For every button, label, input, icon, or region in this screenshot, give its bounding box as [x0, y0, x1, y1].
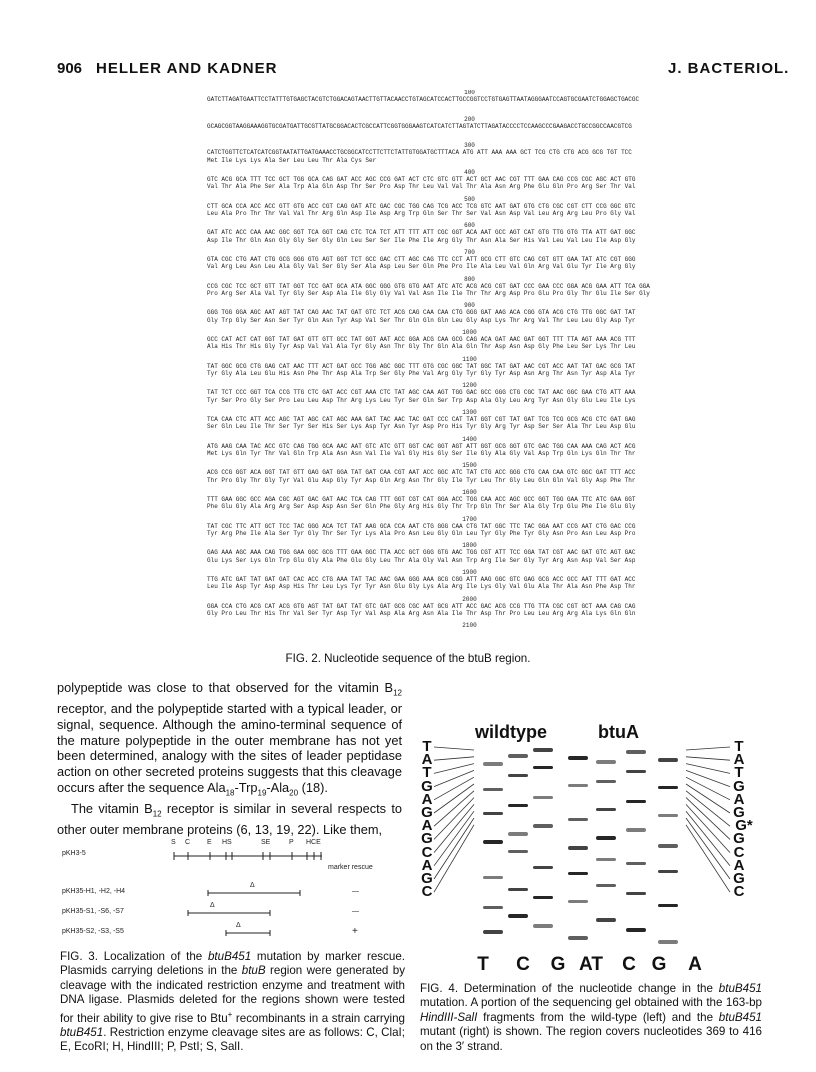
ladder-line-right: [686, 818, 730, 879]
sequence-block: [207, 170, 732, 190]
row-result-s1: —: [352, 908, 359, 915]
gel-lane-label: C: [516, 954, 530, 975]
site-label-hs: HS: [222, 839, 232, 846]
sequence-position: 300: [464, 142, 475, 150]
site-label-e: E: [207, 839, 212, 846]
gel-band: [483, 812, 503, 815]
sequence-position: 2000: [462, 595, 477, 603]
gel-band: [483, 876, 503, 879]
fig3-sup: +: [227, 1009, 233, 1019]
body-ref: (18).: [298, 779, 328, 795]
gel-band: [568, 900, 588, 903]
fig4-gene2: btuB451: [718, 1010, 762, 1024]
fig3-caption-lead: FIG. 3. Localization of the: [60, 950, 208, 963]
gel-band: [533, 824, 553, 828]
gel-base-right: G: [733, 777, 745, 795]
gel-lane-label: G: [550, 954, 566, 975]
sequence-block: [207, 197, 732, 217]
dna-line: TAT CGC TTC ATT GCT TCC TAC GGG ACA TCT TAT AAG GCA CCA AAT CTG GGG CAA CTG TAT GGC TTC TAC GGA AAT CCG AAT CTG GAC CCG: [207, 522, 636, 530]
fig4-gene: btuB451: [718, 982, 762, 995]
dna-line: GATCTTAGATGAATTCCTATTTGTGAGCTACGTCTGGACAGTAACTTGTTACAACCTGTAGCATCCACTTGCCGGTCCTGTGAGTTAATAGGGAATCCAGTGCGAATCTGGAGCTGACGC: [207, 96, 640, 103]
subscript-18: 18: [225, 788, 235, 798]
ladder-line-right: [686, 757, 730, 760]
running-authors: HELLER AND KADNER: [96, 60, 278, 77]
fig3-gene2: btuB: [241, 964, 266, 978]
ladder-line-left: [434, 804, 474, 852]
gel-ladder-lines: [418, 700, 763, 990]
gel-band: [596, 884, 616, 887]
gel-lane-label: C: [622, 954, 636, 975]
ladder-line-right: [686, 798, 730, 840]
gel-base-left: A: [421, 817, 433, 835]
fig4-caption-mid2: fragments from the wild-type (left) and the: [477, 1010, 719, 1024]
gel-band: [658, 844, 678, 848]
sequence-position: 1000: [462, 329, 477, 337]
dna-line: CATCTGGTTCTCATCATCGGTAATATTGATGAAACCTGCGGCATCCTTCTTCTATTGTGGATGCTTTACA ATG ATT AAA AAA GCT TCG CTG CTG ACG GCG TGT TCC: [207, 149, 632, 157]
gel-band: [483, 840, 503, 844]
ladder-line-right: [686, 811, 730, 866]
gel-band: [483, 788, 503, 791]
gel-lane-label: A: [688, 954, 702, 975]
gel-band: [596, 780, 616, 783]
sequence-position: 1900: [462, 569, 477, 577]
sequence-block: [207, 597, 732, 617]
gel-base-left: G: [421, 830, 433, 848]
dna-line: GCAGCGGTAAGGAAAGGTGCGATGATTGCGTTATGCGGACACTCGCCATTCGGTGGGAAGTCATCATCTTAGTATCTTAGATACCCCTCCAAGCCCGAAGACCTGCCGGCCAACGTCG: [207, 122, 632, 130]
site-label-hce: HCE: [306, 839, 321, 846]
gel-band: [658, 870, 678, 873]
gel-base-right: T: [734, 738, 744, 755]
sequence-position: 500: [464, 195, 475, 203]
sequence-position: 1200: [462, 382, 477, 390]
amino-acid-line: Gly Trp Gly Ser Asn Ser Tyr Gln Asn Tyr Asp Val Ser Thr Gln Gln Gln Leu Gly Asp Lys Thr Arg Val Thr Leu Leu Gly Asp Tyr: [207, 316, 636, 324]
gel-band: [533, 924, 553, 928]
gel-band: [626, 892, 646, 895]
gel-band: [533, 796, 553, 799]
gel-band: [658, 786, 678, 789]
row-name-s1: pKH35-S1, -S6, -S7: [62, 908, 124, 915]
gel-base-right: A: [733, 790, 745, 808]
amino-acid-line: Glu Lys Ser Lys Gln Trp Glu Gly Ala Phe Glu Gly Leu Thr Ala Gly Val Asn Trp Arg Ile Ser Gly Tyr Arg Asn Asp Val Ser Asp: [207, 556, 636, 564]
ladder-line-right: [686, 747, 730, 750]
sequence-block: [207, 490, 732, 510]
amino-acid-line: Ser Gln Leu Ile Thr Ser Tyr Ser His Ser Lys Asp Tyr Asn Tyr Asp Pro His Tyr Gly Arg Tyr Asp Ser Ser Ala Thr Leu Asp Glu: [207, 423, 636, 431]
dna-line: TCA CAA CTC ATT ACC AGC TAT AGC CAT AGC AAA GAT TAC AAC TAC GAT CCC CAT TAT GGT CGT TAT GAT TCG TCG GCG ACG CTC GAT GAG: [207, 416, 636, 424]
gel-base-right: T: [734, 764, 744, 782]
fig4-caption-mid: mutation. A portion of the sequencing gel obtained with the 163-bp: [420, 996, 762, 1010]
gel-base-left: C: [421, 883, 433, 901]
fig3-gene3: btuB451: [60, 1025, 104, 1039]
gel-base-left: G: [421, 870, 433, 887]
ladder-line-left: [434, 764, 474, 774]
gel-base-left: A: [421, 856, 433, 874]
plasmid-name: pKH3-5: [62, 850, 86, 857]
dna-line: GGA CCA CTG ACG CAT ACG GTG AGT TAT GAT TAT GTC GAT GCG CGC AAT GCG ATT ACC GAC ACG CCG TTG TTA CGC CGT GCT AAA CAG CAG: [207, 602, 636, 610]
ladder-line-right: [686, 764, 730, 774]
dna-line: ACG CCG GGT ACA GGT TAT GTT GAG GAT GGA TAT GAT CAA CGT AAT ACC GGC ATC TAT CTG ACC GGG CTG CAA CAA GTC GGC GAT TTT ACC: [207, 469, 636, 477]
gel-base-left: T: [422, 764, 432, 782]
sequence-position: 1400: [462, 435, 477, 443]
fig3-diagram: [60, 835, 405, 950]
sequence-position: 1800: [462, 542, 477, 550]
site-label-se: SE: [261, 839, 271, 846]
amino-acid-line: Pro Arg Ser Ala Val Tyr Gly Ser Asp Ala Ile Gly Gly Val Val Asn Ile Ile Thr Thr Arg Asp Pro Glu Pro Gly Thr Glu Ile Ser Gly: [207, 289, 650, 297]
gel-lane-label: T: [477, 954, 489, 975]
ladder-line-left: [434, 757, 474, 760]
site-label-p: P: [289, 839, 294, 846]
sequence-block: [207, 357, 732, 377]
ladder-line-right: [686, 770, 730, 786]
row-result-s2: +: [352, 926, 358, 937]
amino-acid-line: Tyr Arg Phe Ile Ala Ser Tyr Gly Thr Ser Tyr Lys Ala Pro Asn Leu Gly Gln Leu Tyr Gly Phe Tyr Gly Asn Pro Asn Leu Asp Pro: [207, 529, 636, 537]
ladder-line-left: [434, 798, 474, 840]
amino-acid-line: Leu Ala Pro Thr Thr Val Val Thr Arg Gln Asp Ile Asp Arg Trp Gln Ser Thr Ser Val Asn Asp Val Leu Arg Arg Leu Pro Gly Val: [207, 209, 636, 217]
sequence-block: [207, 277, 732, 297]
row-name-h: pKH35-H1, -H2, -H4: [62, 888, 126, 895]
dna-line: GTA CGC CTG AAT CTG GCG GGG GTG AGT GGT TCT GCC GAC CTT AGC CAG TTC CCT ATT GCG CTT GTC CAG CGT GTT GAA TAT ATC CGT GGG: [207, 256, 636, 264]
sequence-block: [207, 623, 732, 628]
gel-band: [658, 940, 678, 944]
gel-band: [596, 808, 616, 811]
dna-line: GCC CAT ACT CAT GGT TAT GAT GTT GTT GCC TAT GGT AAT ACC GGA ACG CAA GCG CAG ACA GAT AAC GAT GGT TTT TTA AGT AAA ACG TTT: [207, 336, 636, 344]
gel-base-right: A: [733, 856, 745, 874]
gel-band: [533, 896, 553, 899]
fig4-gel: [418, 700, 763, 990]
page-number: 906: [57, 60, 83, 77]
dna-line: TTG ATC GAT TAT GAT GAT CAC ACC CTG AAA TAT TAC AAC GAA GGG AAA GCG CGG ATT AAG GGC GTC GAG GCG ACC GCC AAT TTT GAT ACC: [207, 576, 636, 584]
body-text-2: receptor, and the polypeptide started with a typical leader, or signal, sequence. Although the amino-terminal sequence of the mature polypeptide in the outer membrane has not yet been determined, analogy with the sites of leader peptidase action on other secreted proteins suggests that this cleavage occurs after the sequence Ala: [57, 701, 402, 795]
gel-band: [658, 814, 678, 817]
amino-acid-line: [207, 130, 732, 137]
amino-acid-line: Gly Pro Leu Thr His Thr Val Ser Tyr Asp Tyr Val Asp Ala Arg Asn Ala Ile Thr Asp Thr Pro Leu Leu Arg Arg Ala Lys Gln Gln: [207, 609, 636, 617]
dna-line: GAT ATC ACC CAA AAC GGC GGT TCA GGT CAG CTC TCA TCT ATT TTT ATT CGC GGT ACA AAT GCC AGT CAT GTG TTG GTG TTA ATT GAT GGC: [207, 229, 636, 237]
fig4-caption: [420, 982, 762, 1054]
gel-band: [508, 850, 528, 853]
gel-base-left: G: [421, 804, 433, 821]
sequence-position: 1300: [462, 409, 477, 417]
subscript-12b: 12: [152, 809, 162, 819]
amino-acid-line: Leu Ile Asp Tyr Asp Asp His Thr Leu Lys Tyr Tyr Asn Glu Gly Lys Ala Arg Ile Lys Gly Val Glu Ala Thr Ala Asn Phe Asp Thr: [207, 583, 636, 591]
amino-acid-line: Ala His Thr His Gly Tyr Asp Val Val Ala Tyr Gly Asn Thr Gly Thr Gln Ala Gln Thr Asp Asn Asp Gly Phe Leu Ser Lys Thr Leu: [207, 343, 636, 351]
row-delta-s1: Δ: [210, 902, 215, 909]
gel-band: [568, 846, 588, 850]
sequence-position: 900: [464, 302, 475, 310]
row-delta-s2: Δ: [236, 922, 241, 929]
gel-band: [508, 754, 528, 758]
amino-acid-line: Asp Ile Thr Gln Asn Gly Gly Ser Gly Gln Leu Ser Ser Ile Phe Ile Arg Gly Thr Asn Ala Ser His Val Leu Val Leu Ile Asp Gly: [207, 236, 636, 244]
ladder-line-right: [686, 825, 730, 892]
amino-acid-line: Thr Pro Gly Thr Gly Tyr Val Glu Asp Gly Tyr Asp Gln Arg Asn Thr Gly Ile Tyr Leu Thr Gly Leu Gln Gln Val Gly Asp Phe Thr: [207, 476, 636, 484]
gel-band: [626, 800, 646, 803]
gel-band: [568, 784, 588, 787]
body-text-1: polypeptide was close to that observed for the vitamin B: [57, 680, 394, 695]
gel-label-mutant: btuA: [598, 722, 639, 742]
dna-line: TAT GGC GCG CTG GAG CAT AAC TTT ACT GAT GCC TGG AGC GGC TTT GTG CGC GGC TAT GGC TAT GAT AAC CGT ACC AAT TAT GAC GCG TAT: [207, 362, 636, 370]
sequence-block: [207, 437, 732, 457]
gel-base-right: G*: [735, 817, 753, 835]
site-label-c: C: [185, 839, 191, 846]
gel-label-wildtype: wildtype: [475, 722, 548, 742]
gel-base-left: G: [421, 777, 433, 795]
gel-band: [658, 758, 678, 762]
amino-acid-line: Tyr Ser Pro Gly Ser Pro Leu Leu Asp Thr Arg Lys Leu Tyr Ser Gln Ser Trp Asp Ala Gly Leu Arg Tyr Asn Gly Glu Leu Ile Lys: [207, 396, 636, 404]
gel-band: [626, 862, 646, 865]
dna-line: ATG AAG CAA TAC ACC GTC CAG TGG GCA AAC AAT GTC ATC GTT GGT CAC GGT AGT ATT GGT GCG GGT GTC GAC TGG CAA AAA CAG ACT ACG: [207, 442, 636, 450]
amino-acid-line: [207, 103, 732, 110]
ladder-line-left: [434, 811, 474, 866]
gel-band: [568, 936, 588, 940]
gel-band: [596, 858, 616, 861]
row-name-s2: pKH35-S2, -S3, -S5: [62, 928, 124, 935]
gel-band: [568, 756, 588, 760]
sequence-block: [207, 117, 732, 137]
sequence-position: 800: [464, 275, 475, 283]
gel-band: [626, 928, 646, 932]
sequence-block: [207, 543, 732, 563]
fig2-caption: FIG. 2. Nucleotide sequence of the btuB region.: [285, 652, 531, 665]
sequence-position: 400: [464, 169, 475, 177]
sequence-block: [207, 143, 732, 163]
sequence-position: 600: [464, 222, 475, 230]
amino-acid-line: Val Thr Ala Phe Ser Ala Trp Ala Gln Asp Thr Ser Pro Asp Thr Leu Val Val Thr Ala Asn Arg Phe Glu Gln Pro Arg Ser Thr Val: [207, 183, 636, 191]
gel-band: [568, 818, 588, 821]
sequence-position: 100: [464, 90, 475, 96]
gel-base-right: G: [733, 870, 745, 887]
sequence-position: 1500: [462, 462, 477, 470]
sequence-block: [207, 410, 732, 430]
ladder-line-left: [434, 818, 474, 879]
gel-band: [508, 804, 528, 807]
dna-line: GTC ACG GCA TTT TCC GCT TGG GCA CAG GAT ACC AGC CCG GAT ACT CTC GTC GTT ACT GCT AAC CGT TTT GAA CAG CCG CGC AGC ACT GTG: [207, 176, 636, 184]
gel-base-right: C: [733, 883, 745, 901]
sequence-position: 2100: [462, 622, 477, 628]
amino-acid-line: Met Ile Lys Lys Ala Ser Leu Leu Thr Ala Cys Ser: [207, 156, 377, 164]
body-paragraph: [57, 680, 402, 838]
gel-band: [626, 770, 646, 773]
site-label-s: S: [171, 839, 176, 846]
row-result-h: —: [352, 888, 359, 895]
gel-band: [483, 930, 503, 934]
sequence-block: [207, 330, 732, 350]
gel-band: [508, 914, 528, 918]
subscript-19: 19: [257, 788, 267, 798]
body-text-3: The vitamin B: [71, 801, 153, 817]
gel-band: [508, 832, 528, 836]
ladder-line-left: [434, 747, 474, 750]
sequence-block: [207, 250, 732, 270]
fig3-gene: btuB451: [207, 950, 252, 963]
fig3-caption-mid1: mutation by marker rescue. Plasmids carrying deletions in the: [60, 950, 405, 978]
sequence-block: [207, 570, 732, 590]
dna-line: CCG CGC TCC GCT GTT TAT GGT TCC GAT GCA ATA GGC GGG GTG GTG AAT ATC ATC ACG ACG CGT GAT CCC GAA CCC GGA ACG GAA ATT TCA GGA: [207, 282, 650, 290]
ladder-line-left: [434, 770, 474, 786]
amino-acid-line: Tyr Gly Ala Leu Glu His Asn Phe Thr Asp Ala Trp Ser Gly Phe Val Arg Gly Tyr Gly Tyr Asp Asn Arg Thr Asn Tyr Asp Ala Tyr: [207, 369, 636, 377]
gel-base-right: G: [733, 804, 745, 821]
gel-base-right: C: [733, 843, 745, 861]
gel-band: [533, 766, 553, 769]
fig4-caption-end: mutant (right) is shown. The region covers nucleotides 369 to 416 on the 3′ strand.: [420, 1025, 762, 1053]
body-trp: -Trp: [234, 779, 258, 795]
sequence-block: [207, 303, 732, 323]
gel-band: [533, 866, 553, 869]
sequence-block: [207, 517, 732, 537]
gel-band: [508, 888, 528, 891]
gel-band: [483, 762, 503, 766]
gel-band: [483, 906, 503, 909]
fig3-caption-end: . Restriction enzyme cleavage sites are as follows: C, ClaI; E, EcoRI; H, HindIII; P, PstI; S, SalI.: [60, 1025, 405, 1054]
gel-base-left: T: [422, 738, 432, 755]
gel-band: [596, 760, 616, 764]
body-text-4: receptor is similar in several respects to other outer membrane proteins (6, 13, 19, 22). Like them,: [57, 801, 403, 838]
sequence-block: [207, 463, 732, 483]
sequence-position: 200: [464, 115, 475, 123]
gel-band: [596, 836, 616, 840]
gel-lane-label: AT: [579, 954, 603, 975]
ladder-line-right: [686, 804, 730, 852]
body-paragraph-2: [57, 801, 402, 838]
row-delta-h: Δ: [250, 882, 255, 889]
sequence-position: 700: [464, 249, 475, 257]
sequence-position: 1600: [462, 489, 477, 497]
gel-band: [508, 774, 528, 777]
gel-lane-label: G: [651, 954, 667, 975]
subscript-20: 20: [289, 788, 299, 798]
subscript-12: 12: [393, 688, 402, 698]
gel-band: [568, 872, 588, 875]
gel-band: [596, 918, 616, 922]
gel-band: [626, 828, 646, 832]
gel-band: [626, 750, 646, 754]
sequence-block: [207, 90, 732, 110]
gel-base-left: A: [421, 790, 433, 808]
gel-base-right: A: [733, 751, 745, 769]
fig4-enzyme: HindIII-SalI: [420, 1010, 478, 1024]
sequence-position: 1700: [462, 515, 477, 523]
sequence-block: [207, 223, 732, 243]
amino-acid-line: Val Arg Leu Asn Leu Ala Gly Val Ser Gly Ser Ala Asp Leu Ser Gln Phe Pro Ile Ala Leu Val Gln Arg Val Glu Tyr Ile Arg Gly: [207, 263, 636, 271]
gel-base-left: A: [421, 751, 433, 769]
dna-line: GGG TGG GGA AGC AAT AGT TAT CAG AAC TAT GAT GTC TCT ACG CAG CAA CAA CTG GGG GAT AAG ACA CGG GTA ACG CTG TTG GGC GAT TAT: [207, 309, 636, 317]
sequence-block: [207, 383, 732, 403]
nucleotide-sequence: [207, 90, 732, 628]
marker-rescue-header: marker rescue: [328, 864, 373, 871]
journal-name: J. BACTERIOL.: [668, 60, 790, 77]
amino-acid-line: Met Lys Gln Tyr Thr Val Gln Trp Ala Asn Asn Val Ile Val Gly His Gly Ser Ile Gly Ala Gly Val Asp Trp Gln Lys Gln Thr Thr: [207, 449, 636, 457]
gel-band: [658, 904, 678, 907]
dna-line: CTT GCA CCA ACC ACC GTT GTG ACC CGT CAG GAT ATC GAC CGC TGG CAG TCG ACC TCG GTC AAT GAT GTG CTG CGC CGT CTT CCG GGC GTC: [207, 202, 636, 210]
fig3-caption-mid3: recombinants in a strain carrying: [232, 1011, 406, 1025]
dna-line: GAG AAA AGC AAA CAG TGG GAA GGC GCG TTT GAA GGC TTA ACC GCT GGG GTG AAC TGG CGT ATT TCC GGA TAT CGT AAC GAT GTC AGT GAC: [207, 549, 636, 557]
fig3-caption: [60, 950, 405, 1055]
sequence-position: 1100: [462, 355, 477, 363]
fig3-caption-mid2: region were generated by cleavage with the indicated restriction enzyme and treatment with DNA ligase. Plasmids deleted for the regions shown were tested for their ability to give rise to Btu: [60, 964, 405, 1025]
body-ala: -Ala: [266, 779, 290, 795]
dna-line: TTT GAA GGC GCC AGA CGC AGT GAC GAT AAC TCA CAG TTT GGT CGT CAT GGA ACC TGG CAA ACC AGC GCC GGT TGG GAA TTC ATC GAA GGT: [207, 496, 636, 504]
gel-base-left: C: [421, 843, 433, 861]
amino-acid-line: Phe Glu Gly Ala Arg Arg Ser Asp Asp Asn Ser Gln Phe Gly Arg His Gly Thr Trp Gln Thr Ser Ala Gly Trp Glu Phe Ile Glu Gly: [207, 503, 636, 511]
gel-base-right: G: [733, 830, 745, 848]
fig4-caption-lead: FIG. 4. Determination of the nucleotide change in the: [420, 982, 719, 995]
ladder-line-left: [434, 825, 474, 892]
dna-line: TAT TCT CCC GGT TCA CCG TTG CTC GAT ACC CGT AAA CTC TAT AGC CAA AGT TGG GAC GCC GGG CTG CGC TAT AAC GGC GAA CTG ATT AAA: [207, 389, 636, 397]
gel-band: [533, 748, 553, 752]
